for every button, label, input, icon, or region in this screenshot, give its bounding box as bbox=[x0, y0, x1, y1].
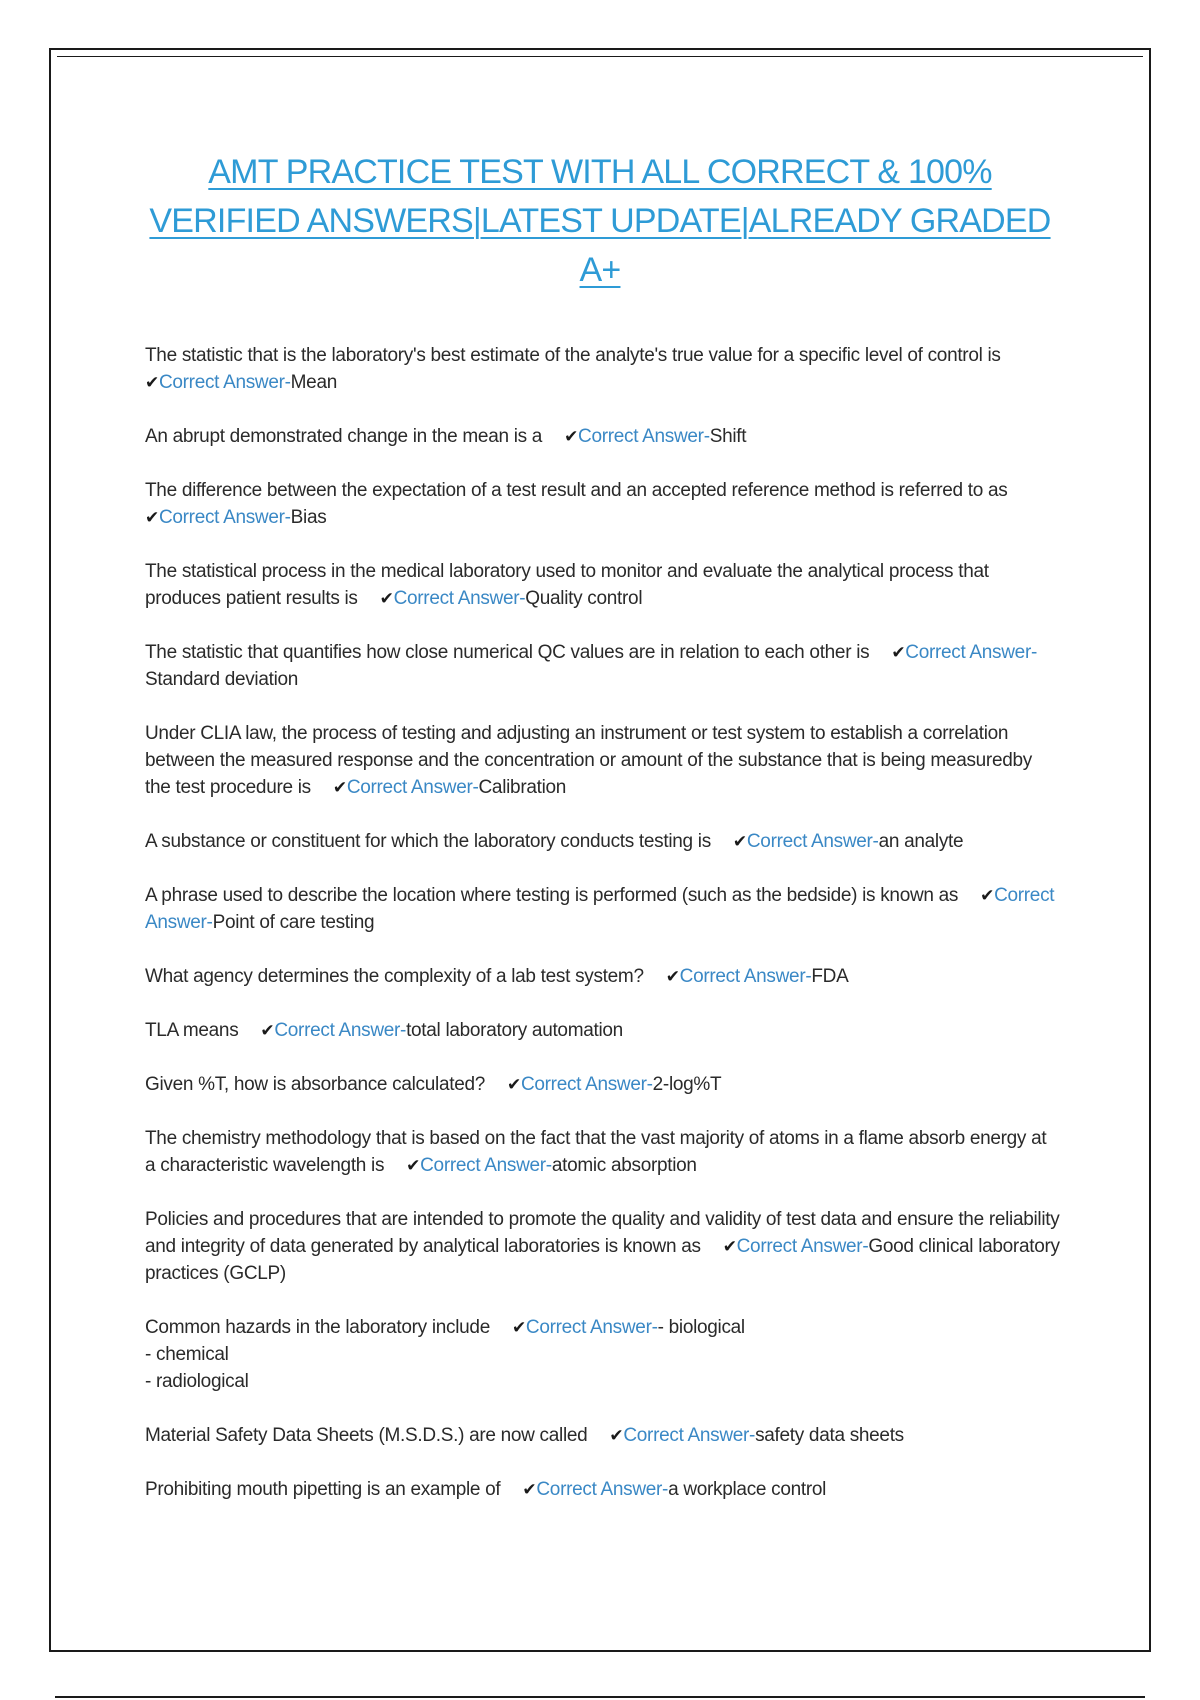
question-item bbox=[145, 1314, 1060, 1395]
answer-text: 2-log%T bbox=[652, 1074, 722, 1095]
answer-text: Calibration bbox=[478, 777, 567, 798]
correct-answer-label: Correct Answer- bbox=[736, 1236, 869, 1257]
question-item bbox=[145, 828, 1060, 855]
answer-text: Quality control bbox=[525, 588, 643, 609]
correct-answer-label: Correct Answer- bbox=[905, 642, 1037, 663]
top-rule bbox=[57, 56, 1143, 57]
answer-text: FDA bbox=[811, 966, 849, 987]
checkmark-icon: ✔ bbox=[665, 967, 680, 986]
checkmark-icon: ✔ bbox=[145, 373, 159, 392]
answer-text: an analyte bbox=[878, 831, 964, 852]
checkmark-icon: ✔ bbox=[406, 1156, 421, 1175]
question-text: The difference between the expectation of a test result and an accepted reference method is referred to as bbox=[145, 480, 1008, 501]
answer-text: Shift bbox=[709, 426, 747, 447]
correct-answer-label: Correct Answer- bbox=[525, 1317, 658, 1338]
checkmark-icon: ✔ bbox=[980, 886, 995, 905]
checkmark-icon: ✔ bbox=[564, 427, 579, 446]
checkmark-icon: ✔ bbox=[379, 589, 394, 608]
correct-answer-label: Correct Answer- bbox=[393, 588, 526, 609]
question-text: What agency determines the complexity of a lab test system? bbox=[145, 966, 644, 987]
bottom-rule bbox=[55, 1696, 1145, 1698]
correct-answer-label: Correct Answer- bbox=[158, 372, 291, 393]
question-text: Common hazards in the laboratory include bbox=[145, 1317, 490, 1338]
correct-answer-label: Correct Answer- bbox=[679, 966, 812, 987]
checkmark-icon: ✔ bbox=[260, 1021, 275, 1040]
checkmark-icon: ✔ bbox=[722, 1237, 737, 1256]
answer-text: Point of care testing bbox=[212, 912, 375, 933]
answer-text: Mean bbox=[290, 372, 337, 393]
correct-answer-label: Correct Answer- bbox=[520, 1074, 653, 1095]
question-item bbox=[145, 1476, 1060, 1503]
question-item bbox=[145, 1206, 1060, 1287]
correct-answer-label: Correct Answer- bbox=[578, 426, 710, 447]
question-text: An abrupt demonstrated change in the mean is a bbox=[145, 426, 543, 447]
question-item bbox=[145, 1125, 1060, 1179]
correct-answer-label: Correct Answer- bbox=[346, 777, 479, 798]
answer-text: Bias bbox=[290, 507, 327, 528]
question-item bbox=[145, 963, 1060, 990]
question-text: Policies and procedures that are intended to promote the quality and validity of test data and ensure the reliability and integrity of data generated by analytical laboratories is known as bbox=[145, 1209, 1060, 1257]
question-text: The chemistry methodology that is based on the fact that the vast majority of atoms in a flame absorb energy at a characteristic wavelength is bbox=[145, 1128, 1047, 1176]
answer-text: - biological - chemical - radiological bbox=[145, 1317, 745, 1392]
answer-text: a workplace control bbox=[668, 1479, 827, 1500]
question-item bbox=[145, 423, 1060, 450]
answer-text: Good clinical laboratory practices (GCLP) bbox=[145, 1236, 1060, 1284]
question-item bbox=[145, 639, 1060, 693]
checkmark-icon: ✔ bbox=[511, 1318, 526, 1337]
correct-answer-label: Correct Answer- bbox=[274, 1020, 407, 1041]
correct-answer-label: Correct Answer- bbox=[623, 1425, 756, 1446]
answer-text: Standard deviation bbox=[145, 669, 299, 690]
question-item bbox=[145, 558, 1060, 612]
answer-text: total laboratory automation bbox=[406, 1020, 623, 1041]
correct-answer-label: Correct Answer- bbox=[536, 1479, 669, 1500]
checkmark-icon: ✔ bbox=[145, 508, 159, 527]
question-text: The statistical process in the medical laboratory used to monitor and evaluate the analytical process that produces patient results is bbox=[145, 561, 989, 609]
correct-answer-label: Correct Answer- bbox=[145, 885, 1055, 933]
answer-text: safety data sheets bbox=[755, 1425, 904, 1446]
question-text: A phrase used to describe the location where testing is performed (such as the bedside) is known as bbox=[145, 885, 959, 906]
correct-answer-label: Correct Answer- bbox=[420, 1155, 552, 1176]
question-text: TLA means bbox=[145, 1020, 239, 1041]
question-item bbox=[145, 1071, 1060, 1098]
correct-answer-label: Correct Answer- bbox=[746, 831, 879, 852]
question-text: Given %T, how is absorbance calculated? bbox=[145, 1074, 485, 1095]
question-item bbox=[145, 342, 1060, 396]
question-list bbox=[145, 342, 1060, 1530]
question-item bbox=[145, 720, 1060, 801]
checkmark-icon: ✔ bbox=[522, 1480, 537, 1499]
question-text: Under CLIA law, the process of testing and adjusting an instrument or test system to establish a correlation between the measured response and the concentration or amount of the substance that is being measuredby the test procedure is bbox=[145, 723, 1032, 798]
question-item bbox=[145, 477, 1060, 531]
question-text: Prohibiting mouth pipetting is an example of bbox=[145, 1479, 501, 1500]
question-text: A substance or constituent for which the laboratory conducts testing is bbox=[145, 831, 711, 852]
checkmark-icon: ✔ bbox=[732, 832, 747, 851]
checkmark-icon: ✔ bbox=[891, 643, 906, 662]
correct-answer-label: Correct Answer- bbox=[158, 507, 291, 528]
question-text: The statistic that quantifies how close numerical QC values are in relation to each other is bbox=[145, 642, 870, 663]
question-text: Material Safety Data Sheets (M.S.D.S.) are now called bbox=[145, 1425, 588, 1446]
question-item bbox=[145, 1017, 1060, 1044]
checkmark-icon: ✔ bbox=[609, 1426, 624, 1445]
question-text: The statistic that is the laboratory's best estimate of the analyte's true value for a specific level of control is bbox=[145, 345, 1001, 366]
answer-text: atomic absorption bbox=[551, 1155, 697, 1176]
checkmark-icon: ✔ bbox=[507, 1075, 521, 1094]
question-item bbox=[145, 1422, 1060, 1449]
document-title: AMT PRACTICE TEST WITH ALL CORRECT & 100% VERIFIED ANSWERS|LATEST UPDATE|ALREADY GRADED A+ bbox=[149, 153, 1051, 289]
checkmark-icon: ✔ bbox=[332, 778, 347, 797]
question-item bbox=[145, 882, 1060, 936]
